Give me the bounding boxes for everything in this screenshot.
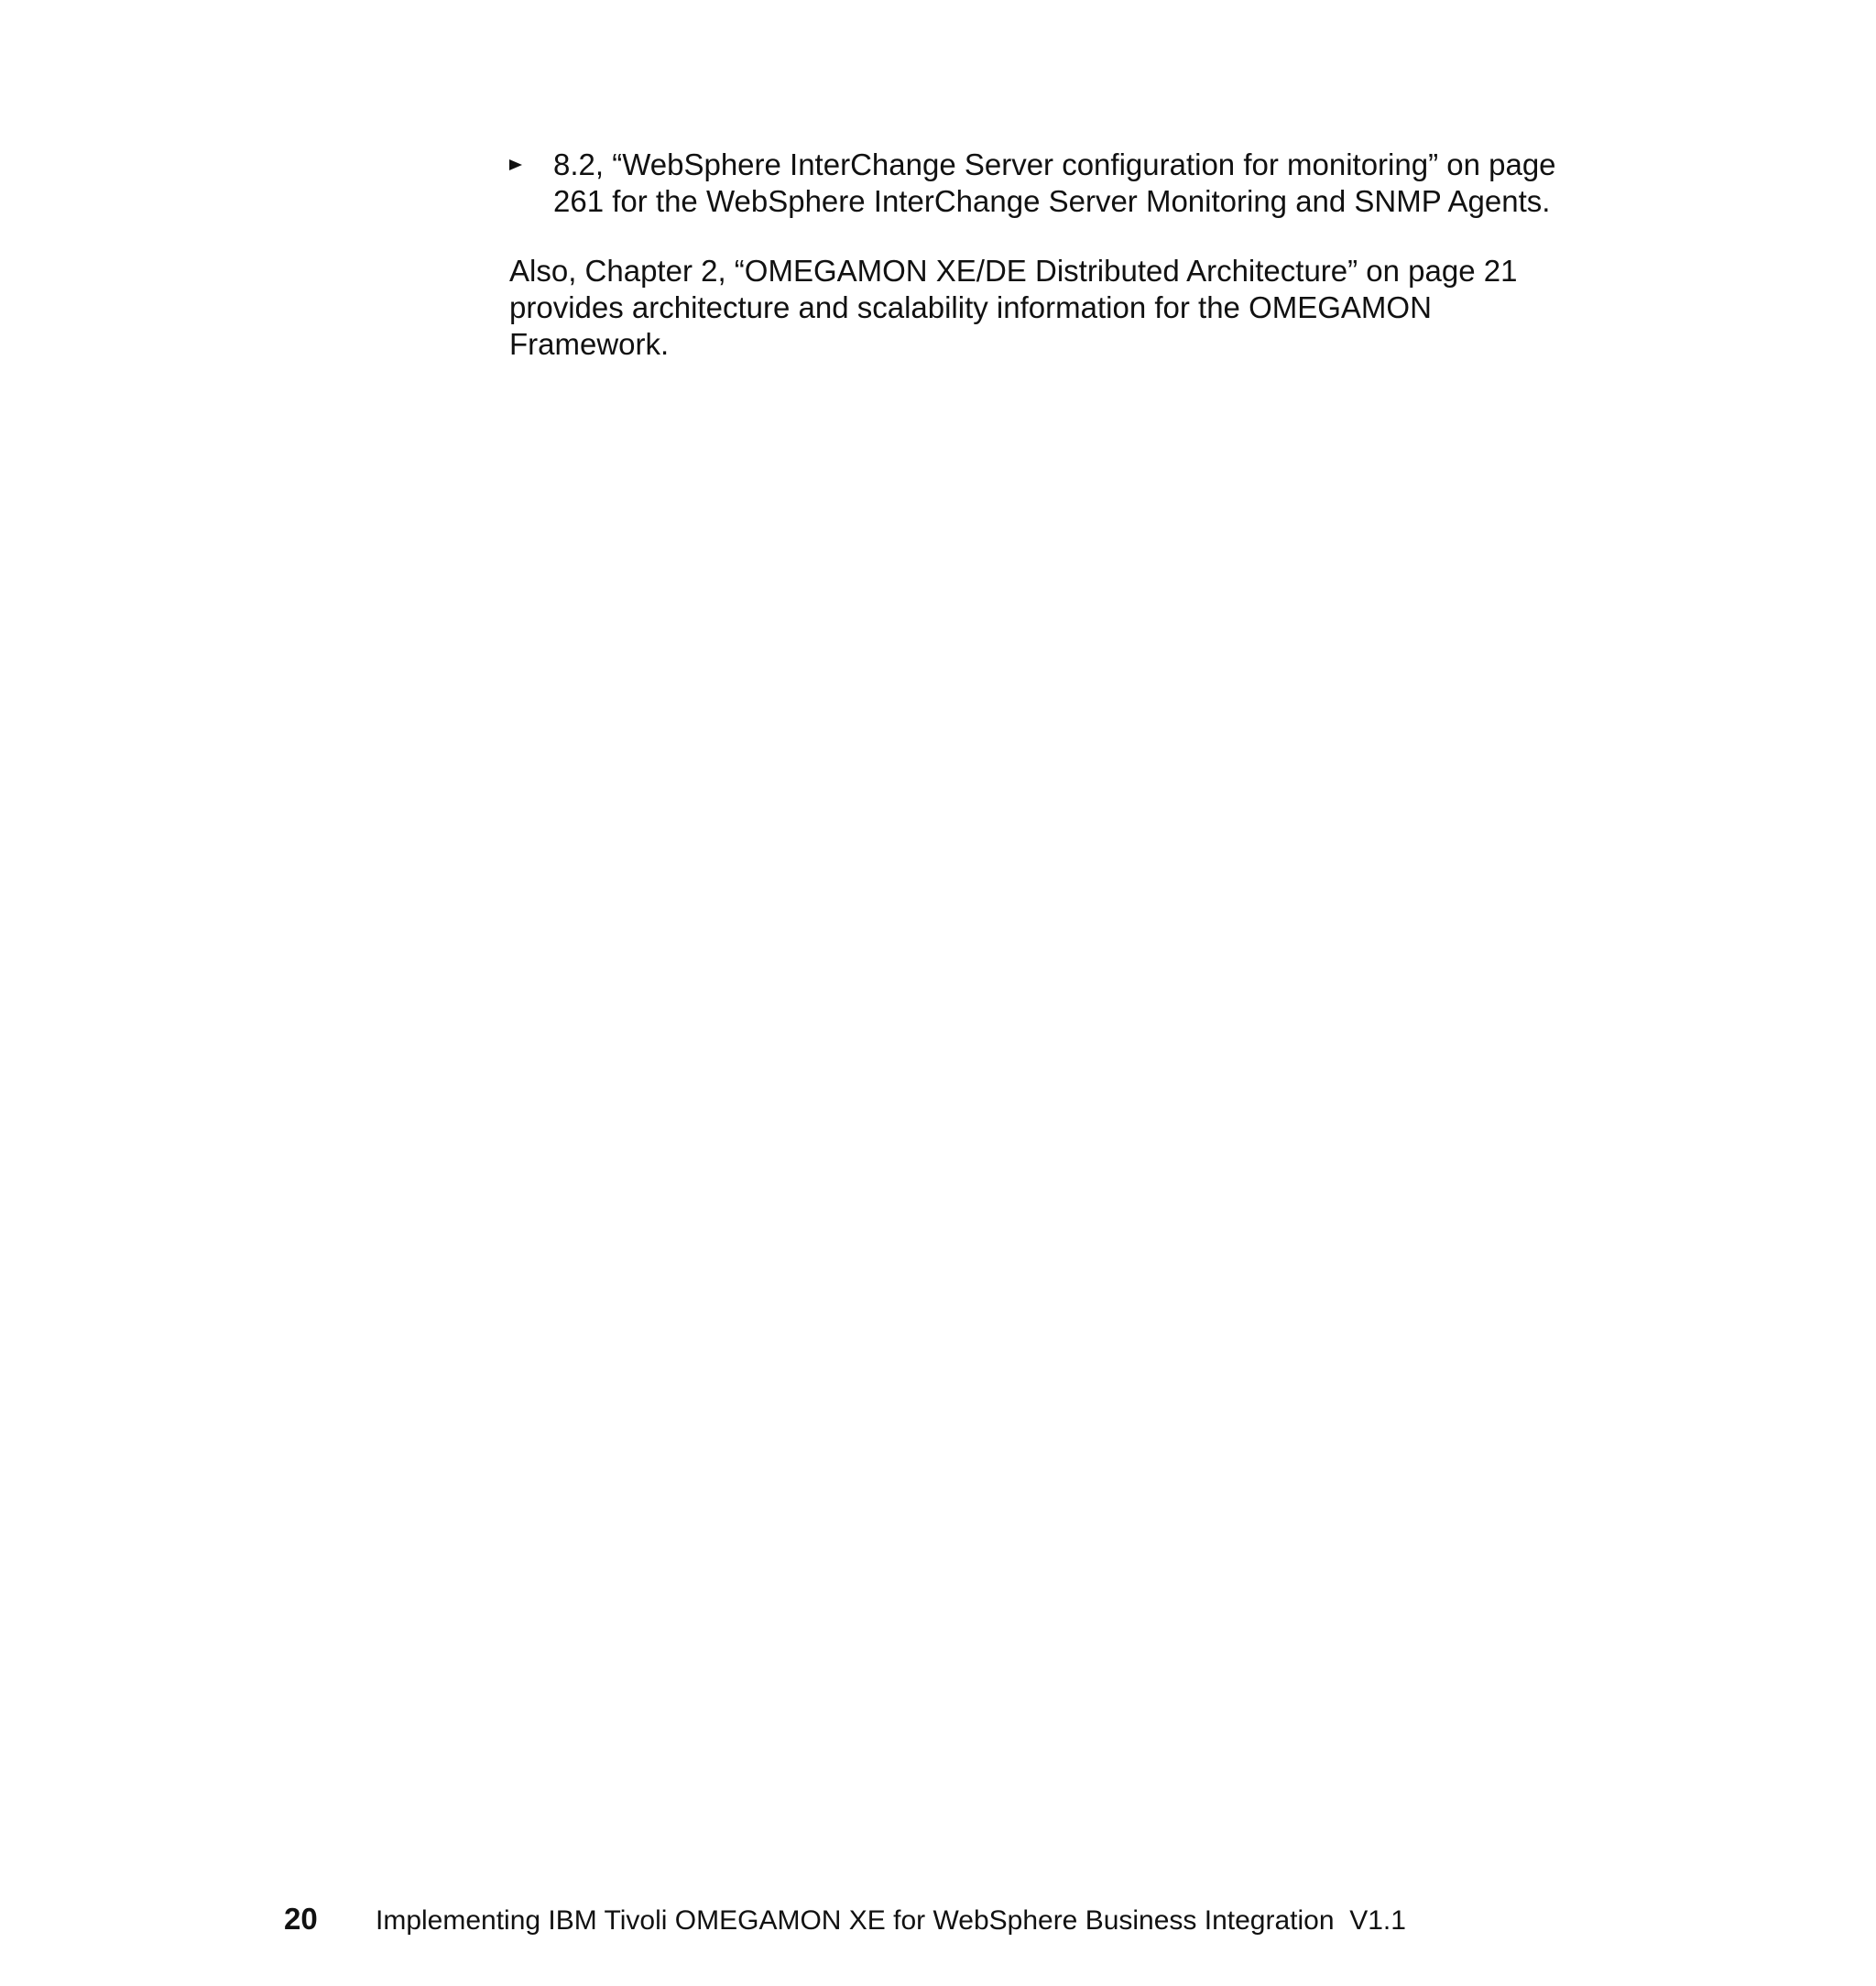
triangle-bullet-icon bbox=[509, 147, 528, 183]
body-paragraph: Also, Chapter 2, “OMEGAMON XE/DE Distributed Architecture” on page 21 provides architecture and scalability information for the OMEGAMON Framework. bbox=[509, 254, 1518, 361]
running-title: Implementing IBM Tivoli OMEGAMON XE for WebSphere Business Integration V1.1 bbox=[376, 1905, 1406, 1936]
page-number: 20 bbox=[284, 1902, 318, 1936]
list-item bbox=[509, 147, 1590, 220]
list-item-text: 8.2, “WebSphere InterChange Server configuration for monitoring” on page 261 for the WebSphere InterChange Server Monitoring and SNMP Agents. bbox=[553, 147, 1556, 218]
page-footer bbox=[284, 1902, 1406, 1937]
page-content bbox=[509, 147, 1590, 363]
